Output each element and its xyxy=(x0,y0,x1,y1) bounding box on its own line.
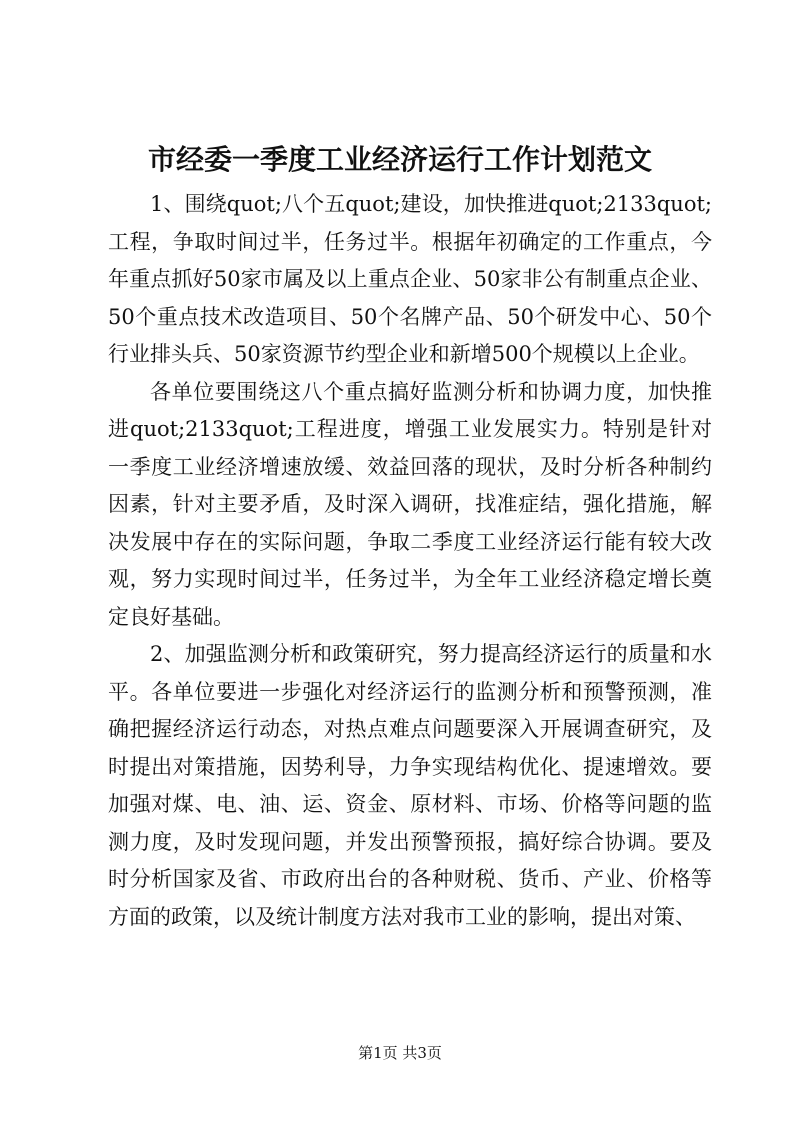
paragraph-2: 各单位要围绕这八个重点搞好监测分析和协调力度，加快推进quot;2133quot;工程进度，增强工业发展实力。特别是针对一季度工业经济增速放缓、效益回落的现状，及时分析各种制约因素，针对主要矛盾，及时深入调研，找准症结，强化措施，解决发展中存在的实际问题，争取二季度工业经济运行能有较大改观，努力实现时间过半，任务过半，为全年工业经济稳定增长奠定良好基础。 xyxy=(108,379,712,629)
paragraph-3: 2、加强监测分析和政策研究，努力提高经济运行的质量和水平。各单位要进一步强化对经济运行的监测分析和预警预测，准确把握经济运行动态，对热点难点问题要深入开展调查研究，及时提出对策措施，因势利导，力争实现结构优化、提速增效。要加强对煤、电、油、运、资金、原材料、市场、价格等问题的监测力度，及时发现问题，并发出预警预报，搞好综合协调。要及时分析国家及省、市政府出台的各种财税、货币、产业、价格等方面的政策，以及统计制度方法对我市工业的影响，提出对策、 xyxy=(108,642,712,929)
paragraph-1: 1、围绕quot;八个五quot;建设，加快推进quot;2133quot;工程，争取时间过半，任务过半。根据年初确定的工作重点，今年重点抓好50家市属及以上重点企业、50家非公有制重点企业、50个重点技术改造项目、50个名牌产品、50个研发中心、50个行业排头兵、50家资源节约型企业和新增500个规模以上企业。 xyxy=(108,192,712,366)
document-body xyxy=(108,186,712,936)
document-title: 市经委一季度工业经济运行工作计划范文 xyxy=(147,143,652,176)
page-footer: 第1页 共3页 xyxy=(358,1044,442,1062)
